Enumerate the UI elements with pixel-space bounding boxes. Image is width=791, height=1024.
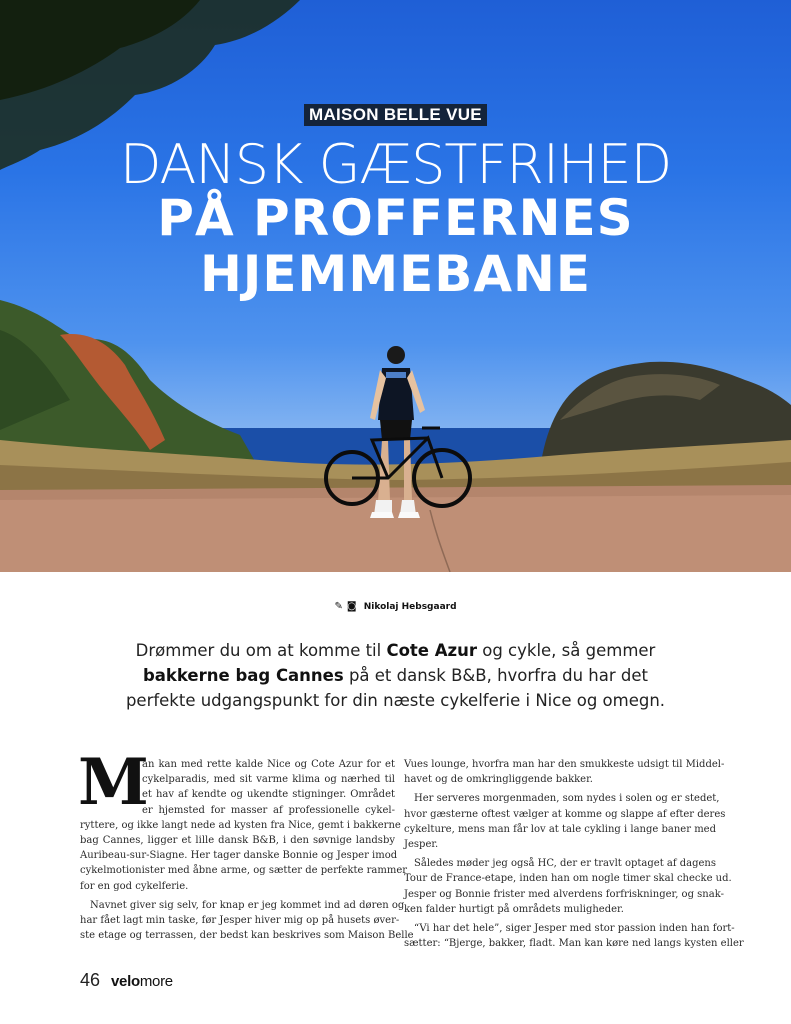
body-line: cykelmotionister med åbne arme, og sætter de perfekte rammer [80,865,408,877]
body-line: Tour de France-etape, inden han om nogle timer skal checke ud. [404,873,732,885]
magazine-logo: velomore [111,973,173,990]
pen-icon: ✎ [334,601,343,612]
body-line: et hav af kendte og ukendte stigninger. Området [142,789,395,801]
body-line: Således møder jeg også HC, der er travlt optaget af dagens [414,858,716,870]
body-line: Navnet giver sig selv, for knap er jeg kommet ind ad døren og [90,899,405,911]
body-line: Jesper. [404,839,439,851]
title-line-2: PÅ PROFFERNES [157,189,634,247]
title-line-1: DANSK GÆSTFRIHED [119,133,672,196]
lead-highlight: bakkerne bag Cannes [142,666,344,685]
page-number: 46 [80,970,101,990]
lead-paragraph: Drømmer du om at komme til Cote Azur og cykle, så gemmer bakkerne bag Cannes på et dansk B&B, hvorfra du har det perfekte udgangspunkt for din næste cykelferie i Nice og omegn. [125,641,666,710]
body-line: “Vi har det hele”, siger Jesper med stor passion inden han fort- [414,923,735,935]
body-line: cykelture, mens man får lov at tale cykling i lange baner med [404,823,716,835]
photo-credit [0,601,791,612]
body-line: ryttere, og ikke langt nede ad kysten fra Nice, gemt i bakkerne [80,819,401,831]
body-line: ken falder hurtigt på områdets muligheder. [404,903,624,915]
body-line: bag Cannes, ligger et lille dansk B&B, i den søvnige landsby [80,835,395,847]
body-line: ste etage og terrassen, der bedst kan beskrives som Maison Belle [80,930,414,942]
body-line: hvor gæsterne oftest vælger at komme og slappe af efter deres [404,808,726,820]
article-kicker: MAISON BELLE VUE [304,104,487,126]
body-line: Vues lounge, hvorfra man har den smukkeste udsigt til Middel- [404,759,725,770]
body-line: har fået lagt min taske, før Jesper hiver mig op på husets øver- [80,915,400,927]
body-line: er hjemsted for masser af professionelle cykel- [142,804,395,816]
author-name: Nikolaj Hebsgaard [363,602,457,612]
camera-icon: ◙ [346,601,357,612]
body-column-right [404,757,744,951]
drop-cap: M [78,745,149,820]
body-line: Jesper og Bonnie frister med alverdens forfriskninger, og snak- [404,888,724,900]
body-line: havet og de omkringliggende bakker. [404,774,593,786]
body-line: for en god cykelferie. [80,880,189,892]
title-line-3: HJEMMEBANE [199,245,592,303]
body-line: Auribeau-sur-Siagne. Her tager danske Bonnie og Jesper imod [80,850,398,862]
lead-highlight: Cote Azur [386,641,477,660]
body-line: cykelparadis, med sit varme klima og nærhed til [142,774,395,786]
body-line: sætter: “Bjerge, bakker, fladt. Man kan køre ned langs kysten eller [404,938,744,950]
body-line: Her serveres morgenmaden, som nydes i solen og er stedet, [414,793,720,805]
body-line: an kan med rette kalde Nice og Cote Azur for et [142,759,395,770]
body-column-left [78,745,414,943]
